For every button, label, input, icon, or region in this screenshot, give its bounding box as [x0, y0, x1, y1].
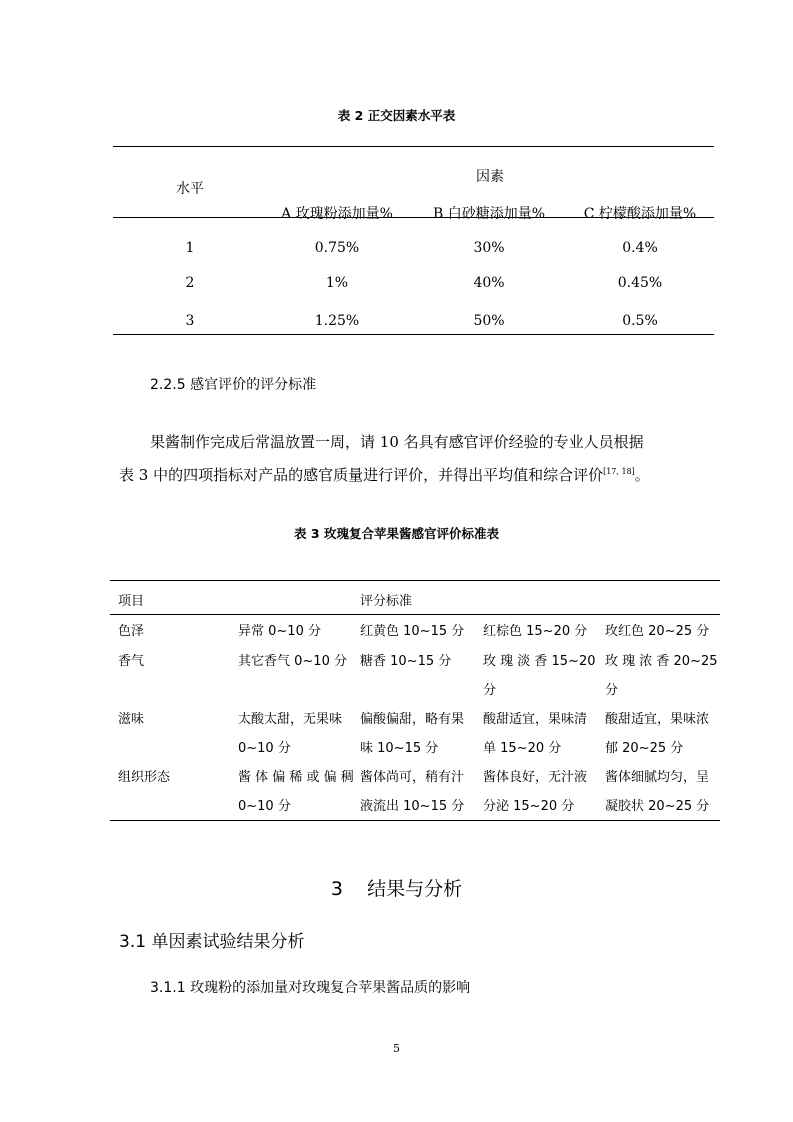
table3-header-rule [110, 614, 720, 615]
table3-cell: 玫 瑰 淡 香 15~20 [483, 654, 596, 669]
table2-cell: 1 [185, 240, 195, 256]
table3-caption: 表 3 玫瑰复合苹果酱感官评价标准表 [294, 526, 499, 541]
table2-header-factor: 因素 [476, 169, 504, 185]
table2-cell: 1.25% [314, 313, 360, 329]
page-number: 5 [393, 1042, 400, 1055]
table3-item: 色泽 [118, 624, 145, 639]
section-heading-2-2-5: 2.2.5 感官评价的评分标准 [150, 377, 317, 393]
table3-bottom-rule [110, 820, 720, 821]
table3-cell: 酸甜适宜，果味浓 [605, 712, 710, 727]
table3-cell: 偏酸偏甜，略有果 [360, 712, 465, 727]
table2-cell: 30% [473, 240, 505, 256]
table3-cell: 酱体尚可，稍有汁 [360, 770, 465, 785]
table3-item: 香气 [118, 654, 145, 669]
table3-cell: 红棕色 15~20 分 [483, 624, 588, 639]
section-heading-3-1: 3.1 单因素试验结果分析 [119, 932, 305, 952]
citation: [17, 18] [603, 467, 635, 476]
paragraph-end: 。 [634, 466, 650, 484]
table3-item: 滋味 [118, 712, 145, 727]
table3-cell: 红黄色 10~15 分 [360, 624, 465, 639]
table2-top-rule [113, 146, 714, 147]
table3-cell: 0~10 分 [238, 799, 291, 814]
table3-cell: 分 [483, 683, 497, 698]
table2-bottom-rule [113, 334, 714, 335]
table2-cell: 1% [325, 275, 349, 291]
table3-header-item: 项目 [118, 594, 145, 609]
table3-top-rule [110, 580, 720, 581]
table2-col-b: B 白砂糖添加量% [432, 206, 546, 222]
table2-cell: 50% [473, 313, 505, 329]
table2-col-c: C 柠檬酸添加量% [583, 206, 697, 222]
table3-cell: 异常 0~10 分 [238, 624, 321, 639]
paragraph-line-1: 果酱制作完成后常温放置一周，请 10 名具有感官评价经验的专业人员根据 [150, 433, 644, 451]
table3-cell: 酱体良好，无汁液 [483, 770, 588, 785]
section-heading-3-1-1: 3.1.1 玫瑰粉的添加量对玫瑰复合苹果酱品质的影响 [150, 980, 471, 996]
table2-col-a: A 玫瑰粉添加量% [281, 206, 393, 222]
table2-cell: 0.4% [622, 240, 658, 256]
table2-caption: 表 2 正交因素水平表 [337, 108, 456, 123]
table2-cell: 2 [185, 275, 195, 291]
table3-cell: 玫红色 20~25 分 [605, 624, 710, 639]
table3-cell: 酱体细腻均匀，呈 [605, 770, 710, 785]
table3-cell: 其它香气 0~10 分 [238, 654, 347, 669]
table2-cell: 3 [185, 313, 195, 329]
table2-cell: 40% [473, 275, 505, 291]
table2-cell: 0.5% [622, 313, 658, 329]
paragraph-line-2 [119, 457, 650, 490]
table3-cell: 酸甜适宜，果味清 [483, 712, 588, 727]
table3-cell: 郁 20~25 分 [605, 741, 684, 756]
table3-cell: 糖香 10~15 分 [360, 654, 452, 669]
table3-cell: 0~10 分 [238, 741, 291, 756]
table2-header-level: 水平 [176, 181, 204, 197]
table3-cell: 玫 瑰 浓 香 20~25 [605, 654, 718, 669]
table3-item: 组织形态 [118, 770, 171, 785]
paragraph-line-2-text: 表 3 中的四项指标对产品的感官质量进行评价，并得出平均值和综合评价 [119, 466, 604, 484]
table2-cell: 0.75% [314, 240, 360, 256]
table3-cell: 酱 体 偏 稀 或 偏 稠 [238, 770, 354, 785]
table3-header-standard: 评分标准 [360, 594, 413, 609]
table3-cell: 分泌 15~20 分 [483, 799, 575, 814]
table2-cell: 0.45% [617, 275, 663, 291]
table3-cell: 太酸太甜，无果味 [238, 712, 343, 727]
table3-cell: 味 10~15 分 [360, 741, 439, 756]
table3-cell: 凝胶状 20~25 分 [605, 799, 710, 814]
table3-cell: 分 [605, 683, 619, 698]
table3-cell: 单 15~20 分 [483, 741, 562, 756]
table3-cell: 液流出 10~15 分 [360, 799, 465, 814]
chapter-heading-3: 3 结果与分析 [330, 878, 463, 900]
